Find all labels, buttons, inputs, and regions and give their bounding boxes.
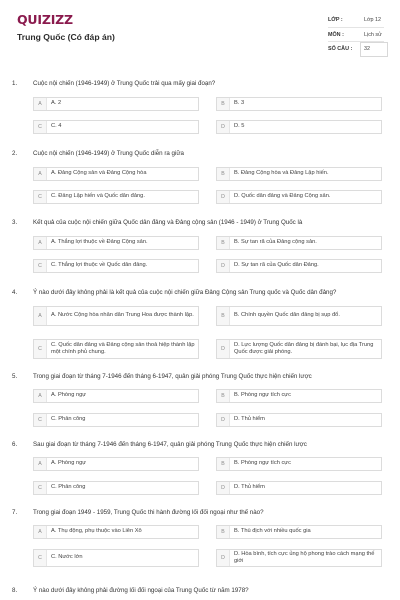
option-text: C. Đảng Lập hiến và Quốc dân đảng. [51,193,145,200]
answer-option-d[interactable] [216,413,382,427]
answer-option-d[interactable] [216,120,382,134]
answer-option-d[interactable] [216,481,382,495]
answer-option-d[interactable] [216,259,382,273]
option-text: A. Thụ động, phụ thuộc vào Liên Xô [51,528,142,535]
question-number: 1. [12,80,18,87]
option-text: D. Lực lượng Quốc dân đảng bị đánh bại, lục địa Trung Quốc được giải phóng. [234,341,374,355]
option-text: C. Nước lớn [51,554,83,561]
answer-option-c[interactable] [33,549,199,567]
option-text: B. Phòng ngự tích cực [234,392,291,399]
option-letter-badge: C [34,414,47,426]
option-text: B. 3 [234,100,245,107]
answer-option-c[interactable] [33,339,199,359]
option-letter-badge: B [217,458,230,470]
quizizz-logo: QUIZIZZ [17,12,73,27]
option-text: D. Hòa bình, tích cực ủng hộ phong trào cách mạng thế giới [234,550,375,564]
question-number: 4. [12,289,18,296]
option-letter-badge: A [34,168,47,180]
count-label: SỐ CÂU : [328,46,353,52]
question-text: Trong giai đoạn 1949 - 1959, Trung Quốc thi hành đường lối đối ngoại như thế nào? [33,509,264,516]
option-text: B. Thù địch với nhiều quốc gia [234,528,311,535]
option-text: D. Thủ hiểm [234,416,265,423]
answer-option-b[interactable] [216,97,382,111]
answer-option-c[interactable] [33,120,199,134]
question-text: Ý nào dưới đây không phải đường lối đối ngoại của Trung Quốc từ năm 1978? [33,587,249,594]
option-letter-badge: A [34,307,47,325]
option-letter-badge: D [217,191,230,203]
question-number: 7. [12,509,18,516]
answer-option-a[interactable] [33,389,199,403]
answer-option-b[interactable] [216,389,382,403]
answer-option-a[interactable] [33,306,199,326]
option-text: C. Phản công [51,484,86,491]
option-text: C. Quốc dân đảng và Đảng cộng sản thoả hiệp thành lập một chính phủ chung. [51,341,195,355]
option-letter-badge: B [217,526,230,538]
answer-option-c[interactable] [33,259,199,273]
option-letter-badge: D [217,550,230,566]
option-letter-badge: A [34,526,47,538]
option-text: C. Phản công [51,416,86,423]
subject-value: Lịch sử [364,32,382,38]
answer-option-a[interactable] [33,525,199,539]
option-letter-badge: D [217,414,230,426]
subject-label: MÔN : [328,32,344,38]
option-letter-badge: A [34,390,47,402]
option-text: A. Thắng lợi thuộc về Đảng Cộng sản. [51,239,148,246]
option-letter-badge: A [34,458,47,470]
question-text: Ý nào dưới đây không phải là kết quả của cuộc nội chiến giữa Đảng Cộng sản Trung quốc và Quốc dân đảng? [33,289,337,296]
question-number: 5. [12,373,18,380]
option-letter-badge: C [34,191,47,203]
option-letter-badge: B [217,307,230,325]
question-number: 8. [12,587,18,594]
option-text: A. Phòng ngự [51,392,87,399]
option-letter-badge: C [34,482,47,494]
option-text: B. Sự tan rã của Đảng cộng sản. [234,239,317,246]
option-letter-badge: D [217,340,230,358]
option-letter-badge: C [34,121,47,133]
question-number: 2. [12,150,18,157]
option-letter-badge: D [217,482,230,494]
option-text: C. Thắng lợi thuộc về Quốc dân đảng. [51,262,148,269]
answer-option-b[interactable] [216,525,382,539]
option-text: A. Nước Cộng hòa nhân dân Trung Hoa được thành lập. [51,312,194,319]
option-letter-badge: A [34,98,47,110]
answer-option-c[interactable] [33,413,199,427]
answer-option-b[interactable] [216,306,382,326]
option-text: D. Quốc dân đảng và Đảng Cộng sản. [234,193,331,200]
option-text: D. Thủ hiểm [234,484,265,491]
question-number: 3. [12,219,18,226]
question-text: Cuộc nội chiến (1946-1949) ở Trung Quốc trải qua mấy giai đoạn? [33,80,216,87]
option-text: B. Phòng ngự tích cực [234,460,291,467]
question-text: Trong giai đoạn từ tháng 7-1946 đến tháng 6-1947, quân giải phóng Trung Quốc thực hiện chiến lược [33,373,312,380]
option-letter-badge: D [217,121,230,133]
question-text: Kết quả của cuộc nội chiến giữa Quốc dân đảng và Đảng cộng sản (1946 - 1949) ở Trung Quốc là [33,219,303,226]
option-letter-badge: B [217,168,230,180]
option-text: A. 2 [51,100,62,107]
answer-option-a[interactable] [33,236,199,250]
count-value: 32 [364,46,370,52]
answer-option-a[interactable] [33,97,199,111]
option-letter-badge: D [217,260,230,272]
option-text: D. 5 [234,123,245,130]
answer-option-d[interactable] [216,190,382,204]
class-value: Lớp 12 [364,17,382,23]
worksheet-header [0,0,400,70]
option-letter-badge: C [34,340,47,358]
answer-option-d[interactable] [216,549,382,567]
option-text: C. 4 [51,123,62,130]
option-text: D. Sự tan rã của Quốc dân Đảng. [234,262,319,269]
question-number: 6. [12,441,18,448]
option-text: A. Đảng Cộng sản và Đảng Cộng hòa [51,170,147,177]
answer-option-c[interactable] [33,481,199,495]
answer-option-c[interactable] [33,190,199,204]
option-text: A. Phòng ngự [51,460,87,467]
answer-option-b[interactable] [216,457,382,471]
option-text: B. Chính quyền Quốc dân đảng bị sụp đổ. [234,312,340,319]
option-letter-badge: C [34,550,47,566]
option-letter-badge: B [217,237,230,249]
answer-option-b[interactable] [216,167,382,181]
answer-option-a[interactable] [33,167,199,181]
answer-option-d[interactable] [216,339,382,359]
answer-option-a[interactable] [33,457,199,471]
option-text: B. Đảng Cộng hòa và Đảng Lập hiến. [234,170,329,177]
option-letter-badge: B [217,390,230,402]
page-title: Trung Quốc (Có đáp án) [17,32,115,42]
divider [328,27,384,28]
class-label: LỚP : [328,17,343,23]
option-letter-badge: C [34,260,47,272]
option-letter-badge: B [217,98,230,110]
option-letter-badge: A [34,237,47,249]
question-text: Cuộc nội chiến (1946-1949) ở Trung Quốc diễn ra giữa [33,150,184,157]
question-text: Sau giai đoạn từ tháng 7-1946 đến tháng 6-1947, quân giải phóng Trung Quốc thực hiện chiến lược [33,441,307,448]
answer-option-b[interactable] [216,236,382,250]
